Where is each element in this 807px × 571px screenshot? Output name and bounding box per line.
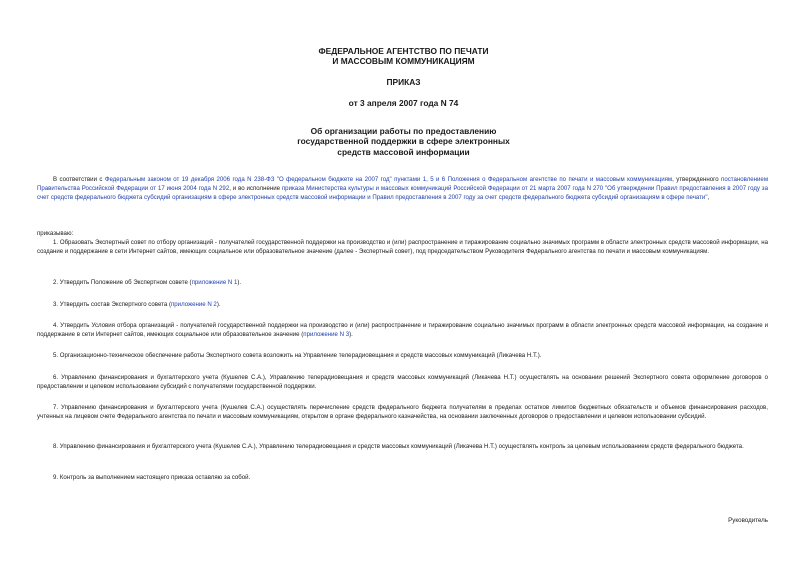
agency-name-line-2: И МАССОВЫМ КОММУНИКАЦИЯМ — [332, 56, 475, 66]
item-1: 1. Образовать Экспертный совет по отбору организаций - получателей государственной поддержки на производство и (или) распространение и тиражирование социально значимых программ в области электронных средств массовой информации, на создание и поддержание в сети Интернет сайтов, имеющих социальное или образовательное значение (далее - Экспертный совет), под председательством Руководителя Федерального агентства по печати и массовым коммуникациям. — [37, 239, 768, 255]
item-7: 7. Управлению финансирования и бухгалтерского учета (Кушелев С.А.) осуществлять перечисление средств федерального бюджета получателям в пределах остатков лимитов бюджетных обязательств и объемов финансирования расходов, учтенных на лицевом счете Федерального агентства по печати и массовым коммуникациям, открытом в органе федерального казначейства, на основании заключенных договоров о предоставлении и целевом использовании субсидий. — [37, 404, 768, 420]
document-date-number: от 3 апреля 2007 года N 74 — [348, 98, 459, 108]
item-8: 8. Управлению финансирования и бухгалтерского учета (Кушелев С.А.), Управлению телерадиовещания и средств массовых коммуникаций (Ликачева Н.Т.) осуществлять контроль за целевым использованием средств федерального бюджета. — [53, 443, 744, 450]
appendix-3-link[interactable]: приложение N 3 — [303, 330, 350, 338]
item-5: 5. Организационно-техническое обеспечение работы Экспертного совета возложить на Управление телерадиовещания и средств массовых коммуникаций (Ликачева Н.Т.). — [53, 352, 542, 359]
item-6: 6. Управлению финансирования и бухгалтерского учета (Кушелев С.А.), Управлению телерадиовещания и средств массовых коммуникаций (Ликачева Н.Т.) осуществлять на основании решений Экспертного совета оформление договоров о предоставлении и целевом использовании субсидий с получателями государственной поддержки. — [37, 374, 768, 390]
preamble-paragraph — [37, 176, 768, 203]
document-type: ПРИКАЗ — [386, 77, 421, 87]
document-title-line-1: Об организации работы по предоставлению — [310, 126, 497, 136]
item-3: 3. Утвердить состав Экспертного совета (приложение N 2). — [53, 301, 221, 308]
preamble-text-4: , и во исполнение — [229, 184, 282, 192]
order-word: приказываю: — [37, 230, 74, 237]
document-title-line-3: средств массовой информации — [337, 147, 470, 157]
preamble-text-3: , утвержденного — [672, 176, 722, 183]
item-2: 2. Утвердить Положение об Экспертном совете (приложение N 1). — [53, 279, 242, 286]
document-title-line-2: государственной поддержки в сфере электронных — [297, 136, 510, 146]
appendix-2-link[interactable]: приложение N 2 — [170, 301, 217, 308]
preamble-text-1: В соответствии с — [53, 176, 105, 183]
government-resolution-link[interactable]: постановлением Правительства Российской Федерации от 17 июня 2004 года N 292 — [37, 176, 769, 192]
regulation-points-link[interactable]: пунктами 1, 5 и 6 Положения о Федеральном агентстве по печати и массовым коммуникациям — [394, 176, 673, 183]
signature-title: Руководитель — [728, 517, 768, 524]
item-9: 9. Контроль за выполнением настоящего приказа оставляю за собой. — [53, 474, 251, 481]
preamble-text-5: , — [707, 193, 710, 201]
item-4: 4. Утвердить Условия отбора организаций - получателей государственной поддержки на производство и (или) распространение и тиражирование социально значимых программ в области электронных средств массовой информации, на создание и поддержание в сети Интернет сайтов, имеющих социальное или образовательное значение (приложение N 3). — [37, 322, 768, 338]
ministry-order-link[interactable]: приказа Министерства культуры и массовых коммуникаций Российской Федерации от 21 марта 2007 года N 270 "Об утверждении Правил предоставления в 2007 году за счет средств федерального бюджета субсидий организациям в сфере электронных средств массовой информации и Правил предоставления в 2007 году за счет средств федерального бюджета субсидий организациям в сфере печати" — [37, 184, 768, 201]
agency-name-line-1: ФЕДЕРАЛЬНОЕ АГЕНТСТВО ПО ПЕЧАТИ — [318, 46, 489, 56]
federal-law-link[interactable]: Федеральным законом от 19 декабря 2006 года N 238-ФЗ "О федеральном бюджете на 2007 год" — [104, 176, 392, 183]
appendix-1-link[interactable]: приложение N 1 — [191, 279, 238, 286]
